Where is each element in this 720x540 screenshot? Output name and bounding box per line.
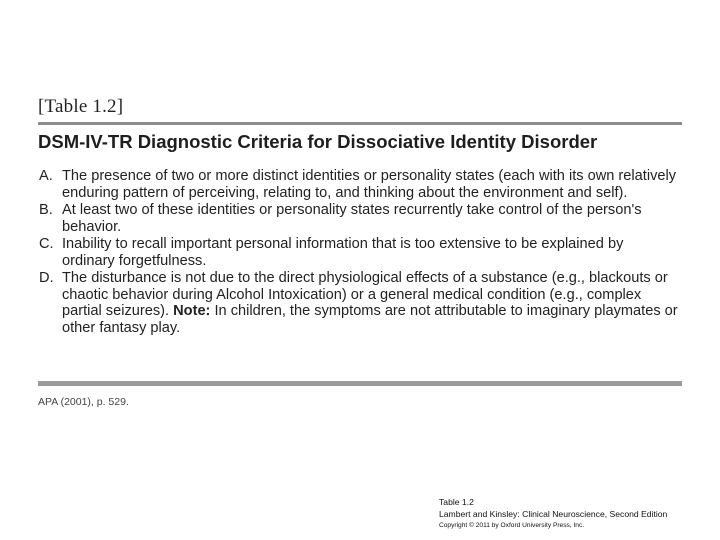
caption-table-number: Table 1.2	[439, 497, 474, 507]
note-label: Note:	[173, 303, 211, 319]
criterion-text: Inability to recall important personal information that is too extensive to be explained by ordinary forgetfulness.	[62, 236, 624, 269]
table-title: DSM-IV-TR Diagnostic Criteria for Dissociative Identity Disorder	[38, 131, 598, 152]
caption-book-title: Lambert and Kinsley: Clinical Neuroscience, Second Edition	[439, 509, 668, 519]
criterion-d	[38, 270, 678, 336]
table-top-rule	[38, 122, 682, 125]
criterion-letter: A.	[39, 168, 53, 184]
criterion-b	[38, 202, 678, 235]
criterion-a	[38, 168, 678, 201]
criterion-text: At least two of these identities or personality states recurrently take control of the person's behavior.	[62, 202, 642, 235]
criterion-letter: C.	[39, 236, 54, 252]
criterion-text: The disturbance is not due to the direct physiological effects of a substance (e.g., blackouts or chaotic behavior during Alcohol Intoxication) or a general medical condition (e.g., complex partial seizures).	[62, 270, 668, 319]
criterion-letter: D.	[39, 270, 54, 286]
table-bottom-rule	[38, 381, 682, 386]
criterion-letter: B.	[39, 202, 53, 218]
note-text: In children, the symptoms are not attributable to imaginary playmates or other fantasy play.	[62, 303, 678, 336]
criterion-text: The presence of two or more distinct identities or personality states (each with its own relatively enduring pattern of perceiving, relating to, and thinking about the environment and self).	[62, 168, 677, 201]
table-number-label: [Table 1.2]	[38, 96, 124, 117]
source-citation: APA (2001), p. 529.	[38, 396, 129, 408]
caption-copyright: Copyright © 2011 by Oxford University Press, Inc.	[439, 522, 585, 529]
slide-caption	[439, 496, 667, 532]
criterion-c	[38, 236, 678, 269]
criteria-list	[38, 168, 678, 337]
